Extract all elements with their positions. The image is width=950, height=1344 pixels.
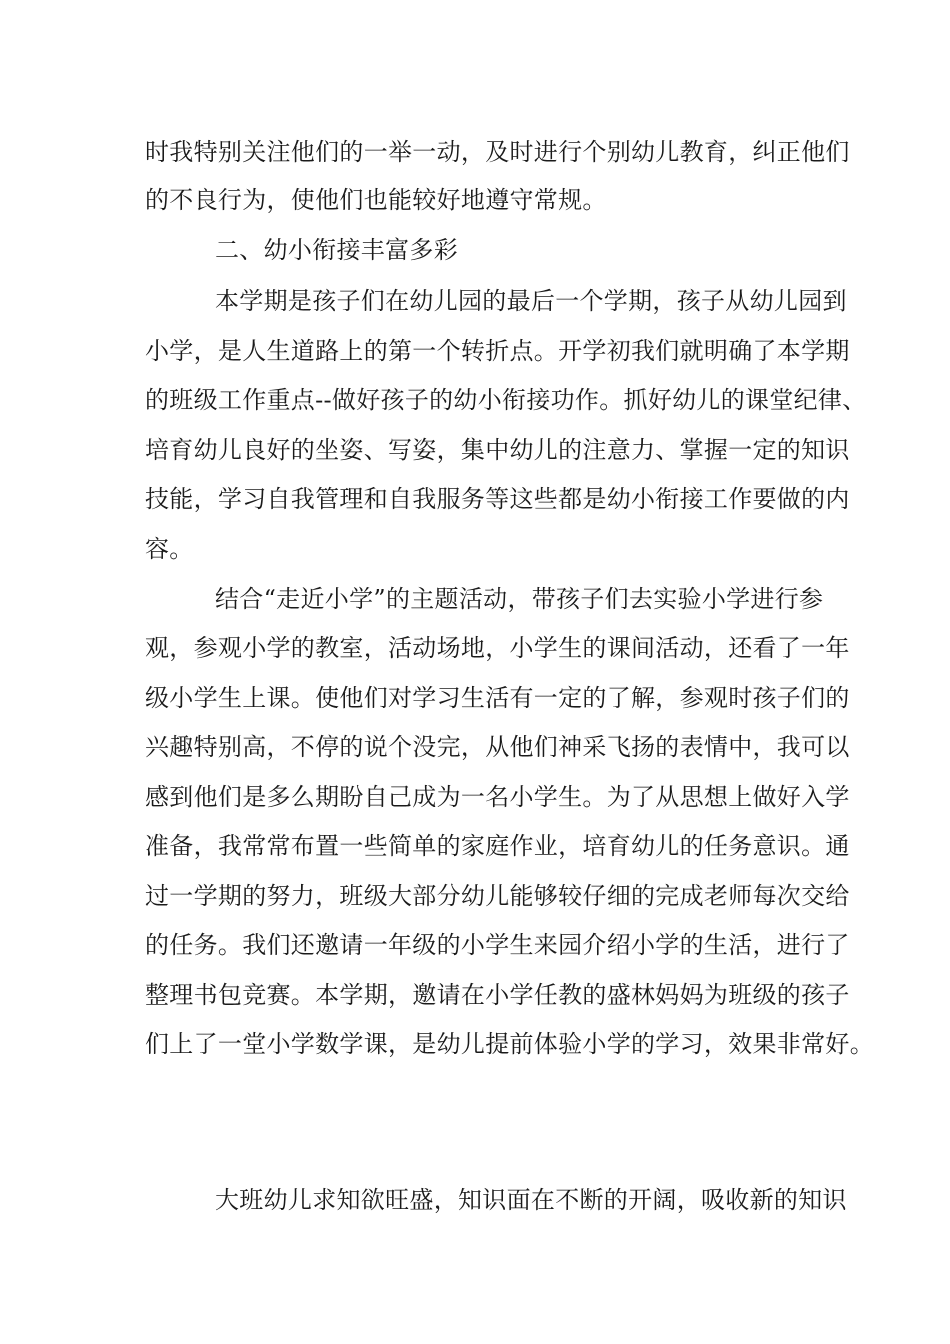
paragraph-line: 过一学期的努力，班级大部分幼儿能够较仔细的完成老师每次交给 [145, 882, 850, 910]
paragraph-line: 准备，我常常布置一些简单的家庭作业，培育幼儿的任务意识。通 [145, 832, 850, 860]
section-heading: 二、幼小衔接丰富多彩 [215, 236, 458, 264]
paragraph-line: 培育幼儿良好的坐姿、写姿，集中幼儿的注意力、掌握一定的知识 [145, 436, 850, 464]
paragraph-line: 观，参观小学的教室，活动场地，小学生的课间活动，还看了一年 [145, 634, 850, 662]
paragraph-line: 时我特别关注他们的一举一动，及时进行个别幼儿教育，纠正他们 [145, 138, 850, 166]
paragraph-line: 本学期是孩子们在幼儿园的最后一个学期，孩子从幼儿园到 [215, 287, 847, 315]
paragraph-line: 技能，学习自我管理和自我服务等这些都是幼小衔接工作要做的内 [145, 485, 850, 513]
paragraph-line: 级小学生上课。使他们对学习生活有一定的了解，参观时孩子们的 [145, 684, 850, 712]
paragraph-line: 的不良行为，使他们也能较好地遵守常规。 [145, 186, 607, 214]
paragraph-line: 整理书包竞赛。本学期，邀请在小学任教的盛林妈妈为班级的孩子 [145, 981, 850, 1009]
paragraph-line: 兴趣特别高，不停的说个没完，从他们神采飞扬的表情中，我可以 [145, 733, 850, 761]
paragraph-line: 们上了一堂小学数学课，是幼儿提前体验小学的学习，效果非常好。 [145, 1030, 874, 1058]
paragraph-line: 小学，是人生道路上的第一个转折点。开学初我们就明确了本学期 [145, 337, 850, 365]
paragraph-line: 容。 [145, 535, 194, 563]
paragraph-line: 的班级工作重点--做好孩子的幼小衔接功作。抓好幼儿的课堂纪律、 [145, 386, 867, 414]
paragraph-line: 的任务。我们还邀请一年级的小学生来园介绍小学的生活，进行了 [145, 931, 850, 959]
paragraph-line: 结合“走近小学”的主题活动，带孩子们去实验小学进行参 [215, 585, 824, 613]
paragraph-line: 感到他们是多么期盼自己成为一名小学生。为了从思想上做好入学 [145, 783, 850, 811]
paragraph-line: 大班幼儿求知欲旺盛，知识面在不断的开阔，吸收新的知识 [215, 1186, 847, 1214]
